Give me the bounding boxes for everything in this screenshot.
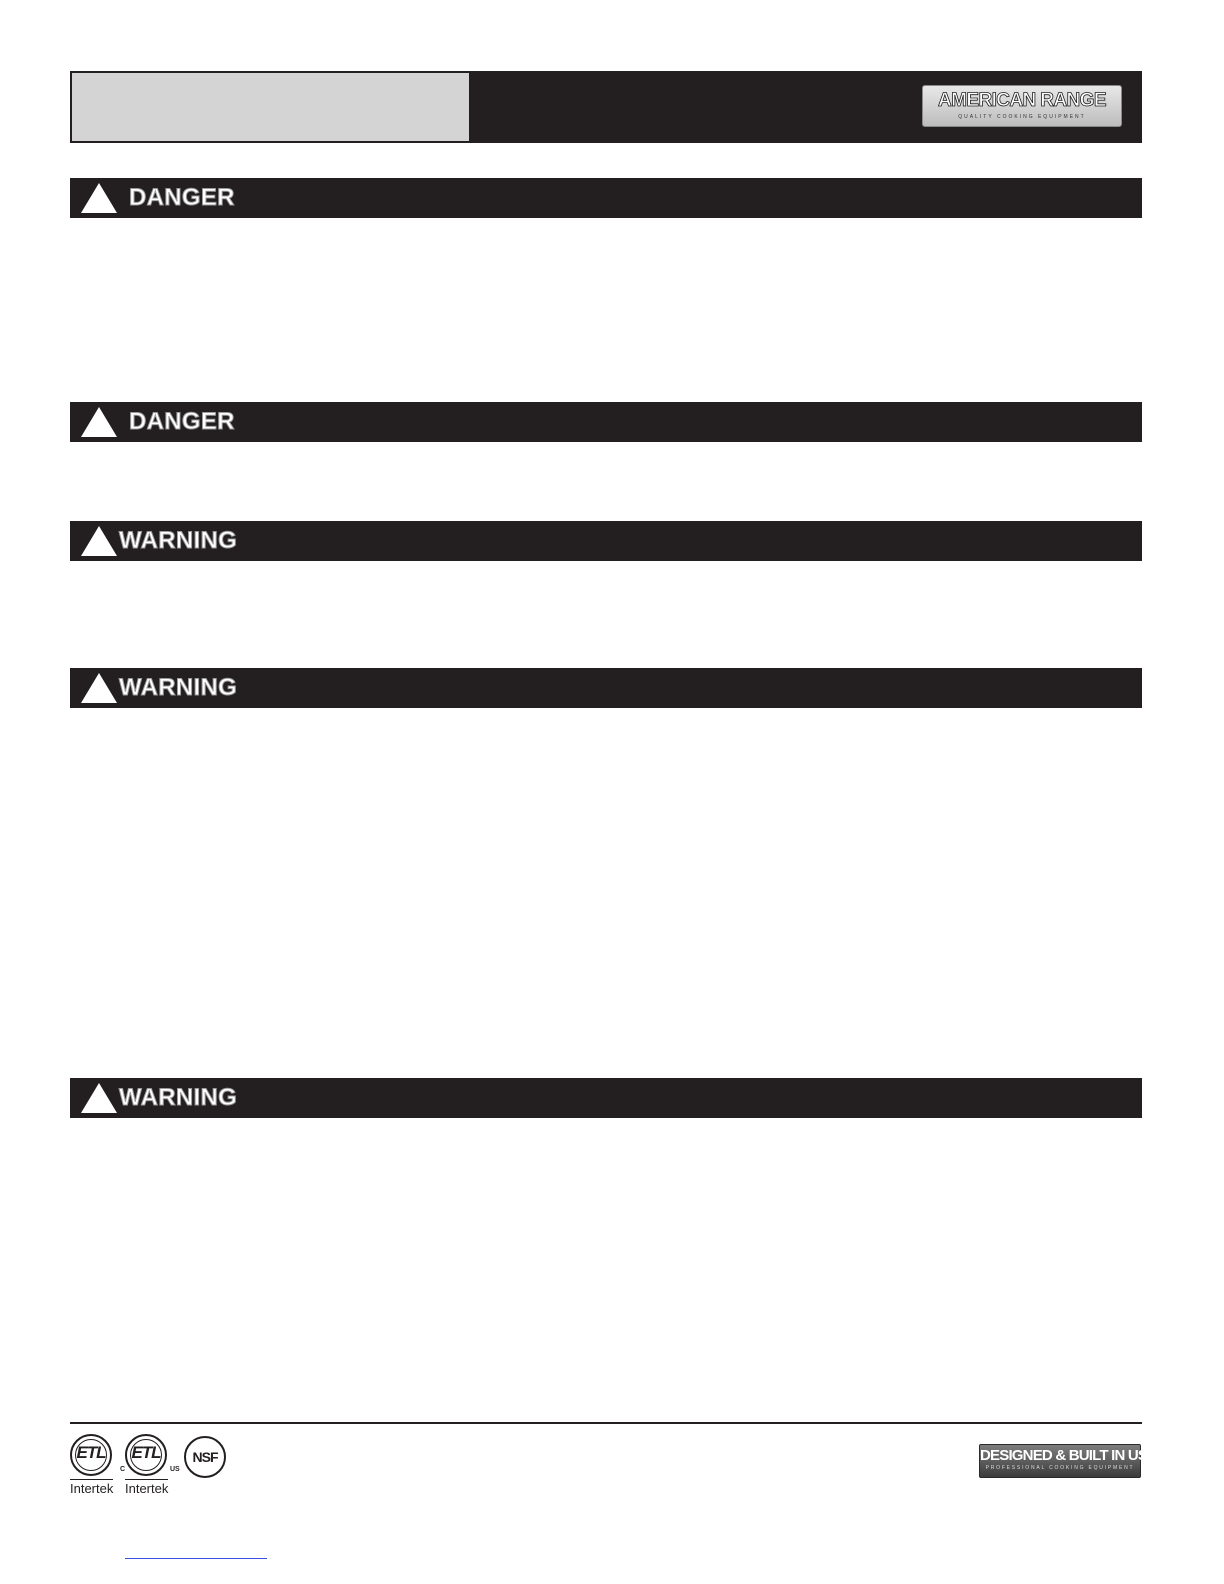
intertek-label: Intertek (70, 1481, 114, 1496)
document-header (70, 71, 1142, 143)
warning-banner-1 (70, 521, 1142, 561)
warning-banner-2 (70, 668, 1142, 708)
warning-triangle-icon (80, 182, 118, 214)
etl-listed-mark (70, 1434, 113, 1496)
usa-badge-subtext: PROFESSIONAL COOKING EQUIPMENT (985, 1465, 1135, 1471)
header-title-panel (72, 73, 469, 141)
warning-banner-3 (70, 1078, 1142, 1118)
logo-tagline: QUALITY COOKING EQUIPMENT (958, 114, 1086, 120)
warning-label: WARNING (119, 1084, 238, 1111)
etl-mark-text: ETL (131, 1443, 161, 1462)
designed-built-usa-badge (979, 1444, 1158, 1478)
danger-banner-2 (70, 402, 1142, 442)
nsf-mark (184, 1436, 226, 1478)
warning-triangle-icon (80, 525, 118, 557)
etl-c-us-listed-mark (125, 1434, 168, 1496)
etl-mark-text: ETL (76, 1443, 106, 1462)
warning-triangle-icon (80, 406, 118, 438)
intertek-label: Intertek (125, 1481, 169, 1496)
warning-label: WARNING (119, 527, 238, 554)
logo-wordmark: AMERICAN RANGE (938, 90, 1106, 111)
warning-label: WARNING (119, 674, 238, 701)
footer-divider (70, 1422, 1142, 1424)
etl-logo-icon (70, 1434, 112, 1476)
danger-label: DANGER (129, 408, 235, 435)
nsf-logo-icon (184, 1436, 226, 1478)
warning-triangle-icon (80, 1082, 118, 1114)
usa-badge-text: DESIGNED & BUILT IN USA (980, 1447, 1158, 1464)
danger-label: DANGER (129, 184, 235, 211)
etl-logo-icon (125, 1434, 167, 1476)
footer-link[interactable] (125, 1558, 267, 1559)
etl-c-mark: C (120, 1466, 126, 1473)
etl-us-mark: US (170, 1466, 180, 1473)
danger-banner-1 (70, 178, 1142, 218)
nsf-mark-text: NSF (192, 1449, 218, 1465)
warning-triangle-icon (80, 672, 118, 704)
american-range-logo (922, 85, 1122, 127)
